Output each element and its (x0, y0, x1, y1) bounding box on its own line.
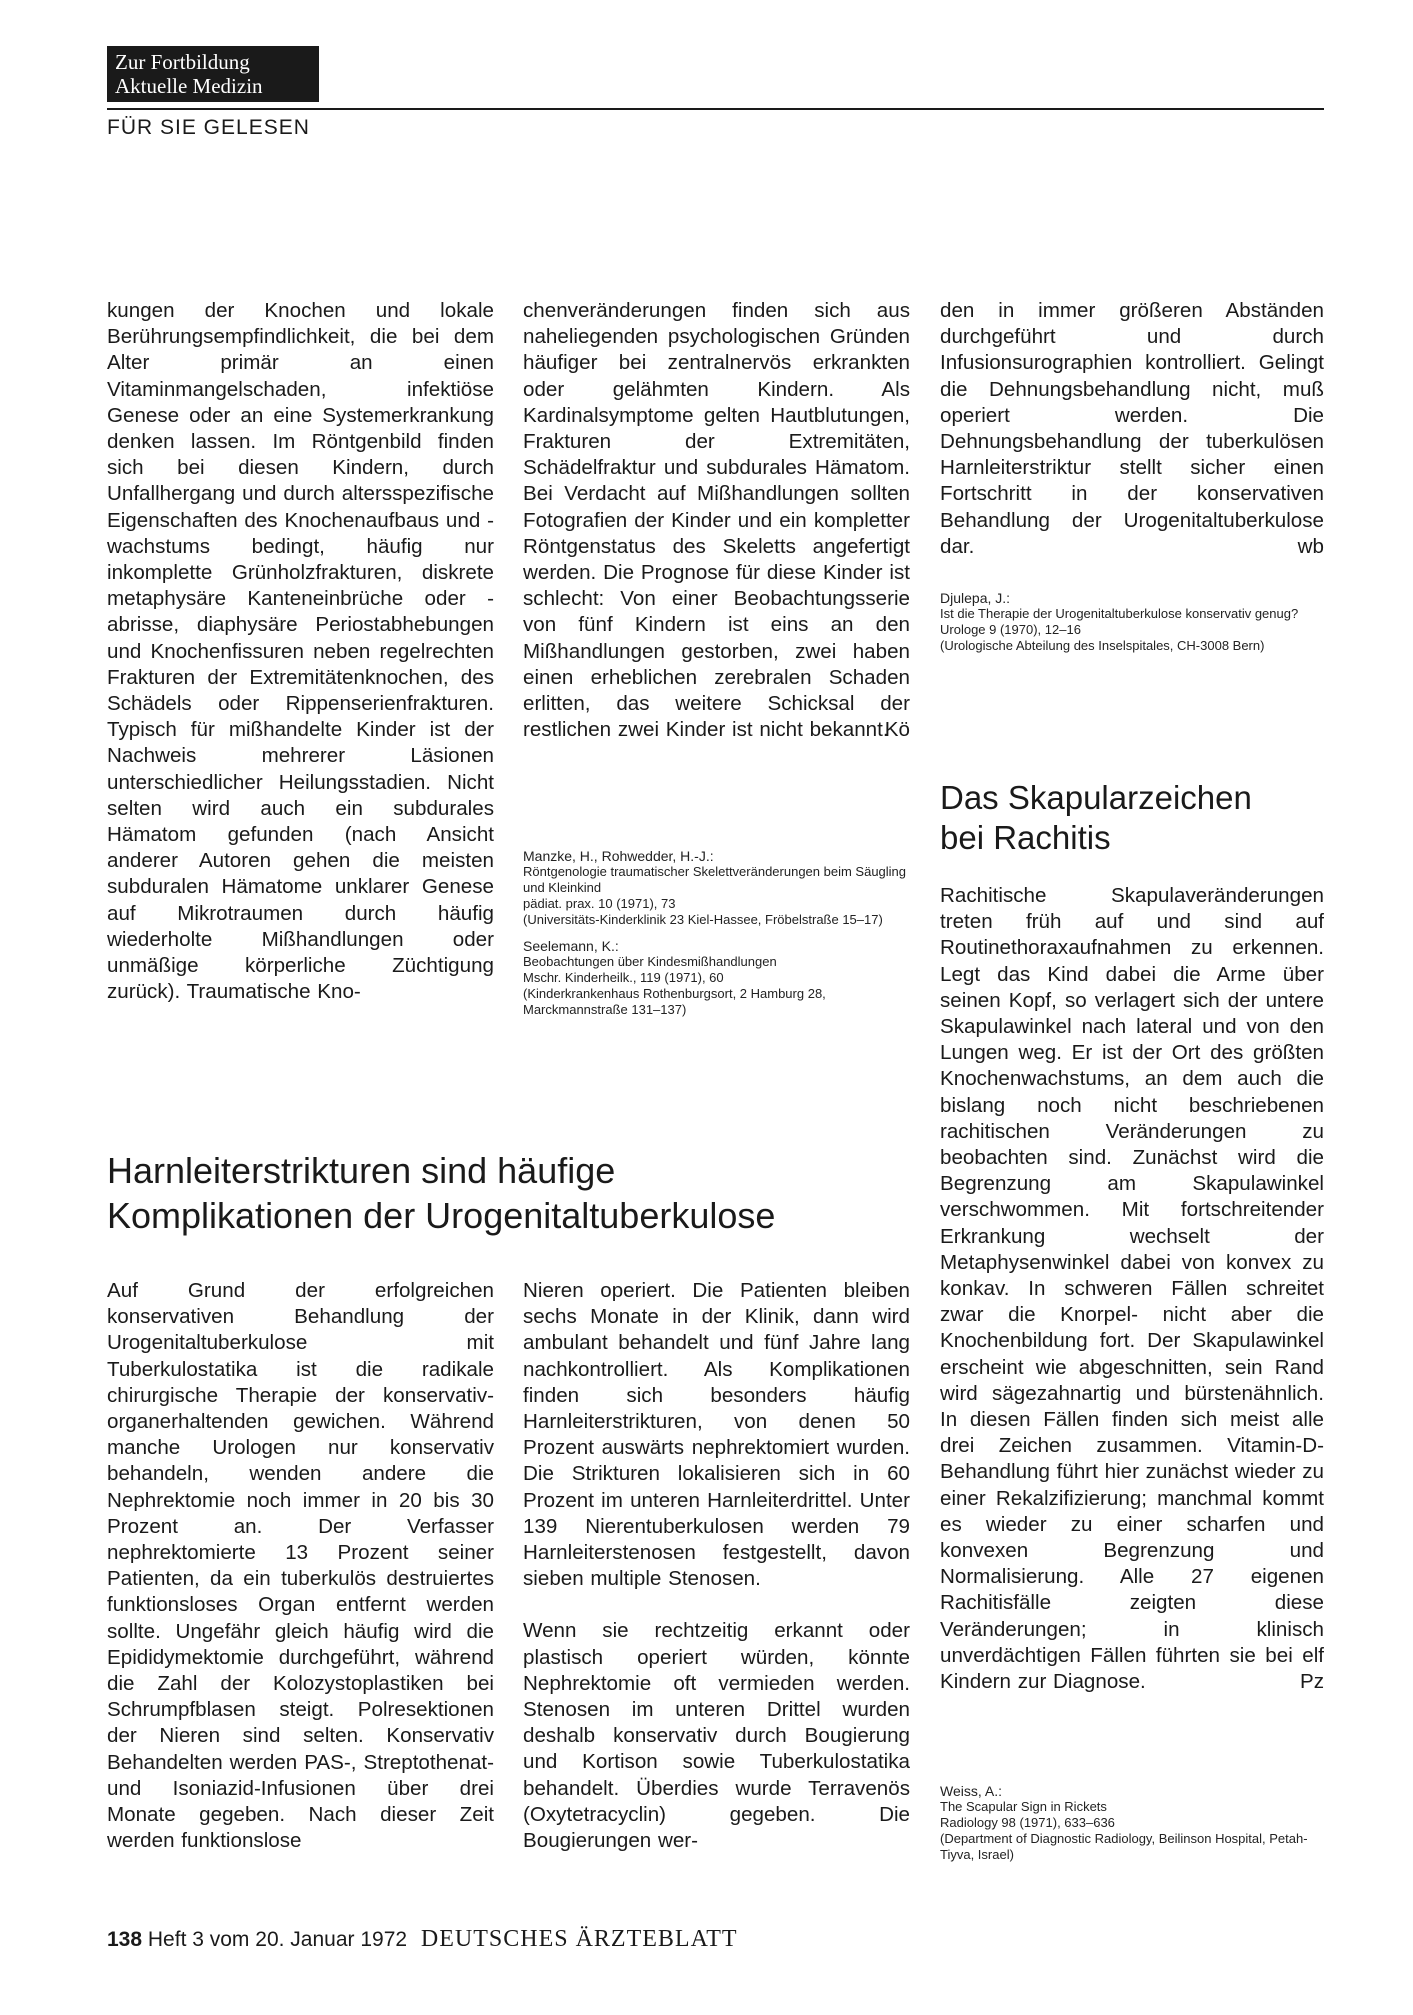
article3-reference: Weiss, A.: The Scapular Sign in Rickets Radiology 98 (1971), 633–636 (Department of Diagnostic Radiology, Beilinson Hospital, Petah-Tiyva, Israel) (940, 1783, 1308, 1862)
article3-headline: Das Skapularzeichen bei Rachitis (940, 779, 1252, 856)
article1-col2-text: chenveränderungen finden sich aus naheliegenden psychologischen Gründen häufiger bei zentralnervös erkrankten oder gelähmten Kindern. Als Kardinalsymptome gelten Hautblutungen, Frakturen der Extremitäten, Schädelfraktur und subdurales Hämatom. Bei Verdacht auf Mißhandlungen sollten Fotografien der Kinder und ein kompletter Röntgenstatus des Skeletts angefertigt werden. Die Prognose für diese Kinder ist schlecht: Von einer Beobachtungsserie von fünf Kindern ist eins an den Mißhandlungen gestorben, zwei haben einen erheblichen zerebralen Schaden erlitten, das weitere Schicksal der restlichen zwei Kinder ist nicht bekannt. (523, 299, 910, 742)
tag-line-1: Zur Fortbildung (115, 50, 250, 74)
journal-name: DEUTSCHES ÄRZTEBLATT (420, 1926, 738, 1952)
article1-col1-text: kungen der Knochen und lokale Berührungsempfindlichkeit, die bei dem Alter primär an einen Vitaminmangelschaden, infektiöse Genese oder an eine Systemerkrankung denken lassen. Im Röntgenbild finden sich bei diesen Kindern, durch Unfallhergang und durch altersspezifische Eigenschaften des Knochenaufbaus und -wachstums bedingt, häufig nur inkomplette Grünholzfrakturen, diskrete metaphysäre Kanteneinbrüche oder -abrisse, diaphysäre Periostabhebungen und Knochenfissuren neben regelrechten Frakturen der Extremitätenknochen, des Schädels oder Rippenserienfrakturen. Typisch für mißhandelte Kinder ist der Nachweis mehrerer Läsionen unterschiedlicher Heilungsstadien. Nicht selten wird auch ein subdurales Hämatom gefunden (nach Ansicht anderer Autoren gehen die meisten subduralen Hämatome unklarer Genese auf Mikrotraumen durch häufig wiederholte Mißhandlungen oder unmäßige körperliche Züchtigung zurück). Traumatische Kno- (107, 299, 494, 1004)
article2-col3-text: den in immer größeren Abständen durchgeführt und durch Infusionsurographien kontrolliert. Gelingt die Dehnungsbehandlung nicht, muß operiert werden. Die Dehnungsbehandlung der tuberkulösen Harnleiterstriktur stellt sicher einen Fortschritt in der konservativen Behandlung der Urogenitaltuberkulose dar. (940, 299, 1324, 558)
article2-col2-para1: Nieren operiert. Die Patienten bleiben sechs Monate in der Klinik, dann wird ambulant behandelt und fünf Jahre lang nachkontrolliert. Als Komplikationen finden sich besonders häufig Harnleiterstrikturen, von denen 50 Prozent auswärts nephrektomiert wurden. Die Strikturen lokalisieren sich in 60 Prozent im unteren Harnleiterdrittel. Unter 139 Nierentuberkulosen werden 79 Harnleiterstenosen festgestellt, davon sieben multiple Stenosen. (523, 1279, 910, 1591)
article3-signature: Pz (1299, 1670, 1324, 1694)
article2-reference: Djulepa, J.: Ist die Therapie der Urogenitaltuberkulose konservativ genug? Urologe 9 (1970), 12–16 (Urologische Abteilung des Inselspitales, CH-3008 Bern) (940, 590, 1299, 653)
article1-column-1 (107, 298, 494, 1005)
page-number: 138 (107, 1928, 143, 1951)
section-heading: FÜR SIE GELESEN (107, 116, 310, 139)
article3-column (940, 883, 1324, 1696)
article1-signature: Kö (884, 718, 910, 742)
reference-manzke: Manzke, H., Rohwedder, H.-J.: Röntgenologie traumatischer Skelettveränderungen beim Säugling und Kleinkind pädiat. prax. 10 (1971), 73 (Universitäts-Kinderklinik 23 Kiel-Hassee, Fröbelstraße 15–17) (523, 848, 907, 927)
article2-signature: wb (1297, 535, 1324, 559)
section-tag (107, 46, 319, 102)
tag-line-2: Aktuelle Medizin (115, 74, 263, 98)
article1-references (523, 848, 910, 1028)
article2-col2-para2: Wenn sie rechtzeitig erkannt oder plastisch operiert würden, könnte Nephrektomie oft vermieden werden. Stenosen im unteren Drittel wurden deshalb konservativ durch Bougierung und Kortison sowie Tuberkulostatika behandelt. Überdies wurde Terravenös (Oxytetracyclin) gegeben. Die Bougierungen wer- (523, 1619, 910, 1853)
article2-column-1 (107, 1278, 494, 1854)
article2-column-3 (940, 298, 1324, 560)
article2-headline: Harnleiterstrikturen sind häufige Komplikationen der Urogenitaltuberkulose (107, 1150, 776, 1236)
article3-body: Rachitische Skapulaveränderungen treten früh auf und sind auf Routinethoraxaufnahmen zu erkennen. Legt das Kind dabei die Arme über seinen Kopf, so verlagert sich der untere Skapulawinkel nach lateral und von den Lungen weg. Er ist der Ort des größten Knochenwachstums, an dem auch die bislang noch nicht beschriebenen rachitischen Veränderungen zu beobachten sind. Zunächst wird die Begrenzung am Skapulawinkel verschwommen. Mit fortschreitender Erkrankung wechselt der Metaphysenwinkel dabei von konvex zu konkav. In schweren Fällen schreitet zwar die Knorpel- nicht aber die Knochenbildung fort. Der Skapulawinkel erscheint wie abgeschnitten, sein Rand wird sägezahnartig und bürstenähnlich. In diesen Fällen finden sich meist alle drei Zeichen zusammen. Vitamin-D-Behandlung führt hier zunächst wieder zu einer Rekalzifizierung; manchmal kommt es wieder zu einer scharfen und konvexen Begrenzung und Normalisierung. Alle 27 eigenen Rachitisfälle zeigten diese Veränderungen; in klinisch unverdächtigen Fällen führten sie bei elf Kindern zur Diagnose. (940, 884, 1324, 1694)
issue-info: Heft 3 vom 20. Januar 1972 (147, 1928, 408, 1951)
reference-seelemann: Seelemann, K.: Beobachtungen über Kindesmißhandlungen Mschr. Kinderheilk., 119 (1971), 60 (Kinderkrankenhaus Rothenburgsort, 2 Hamburg 28, Marckmannstraße 131–137) (523, 938, 826, 1017)
article2-col1-text: Auf Grund der erfolgreichen konservativen Behandlung der Urogenitaltuberkulose mit Tuberkulostatika ist die radikale chirurgische Therapie der konservativ-organerhaltenden gewichen. Während manche Urologen nur konservativ behandeln, wenden andere die Nephrektomie noch immer in 20 bis 30 Prozent an. Der Verfasser nephrektomierte 13 Prozent seiner Patienten, da ein tuberkulös destruiertes funktionsloses Organ entfernt werden sollte. Ungefähr gleich häufig wird die Epididymektomie durchgeführt, während die Zahl der Kolozystoplastiken bei Schrumpfblasen steigt. Polresektionen der Nieren sind selten. Konservativ Behandelten werden PAS-, Streptothenat- und Isoniazid-Infusionen über drei Monate gegeben. Nach dieser Zeit werden funktionslose (107, 1279, 494, 1853)
article2-column-2 (523, 1278, 910, 1854)
header-rule (107, 108, 1324, 110)
page-footer (107, 1926, 738, 1953)
article1-column-2 (523, 298, 910, 744)
